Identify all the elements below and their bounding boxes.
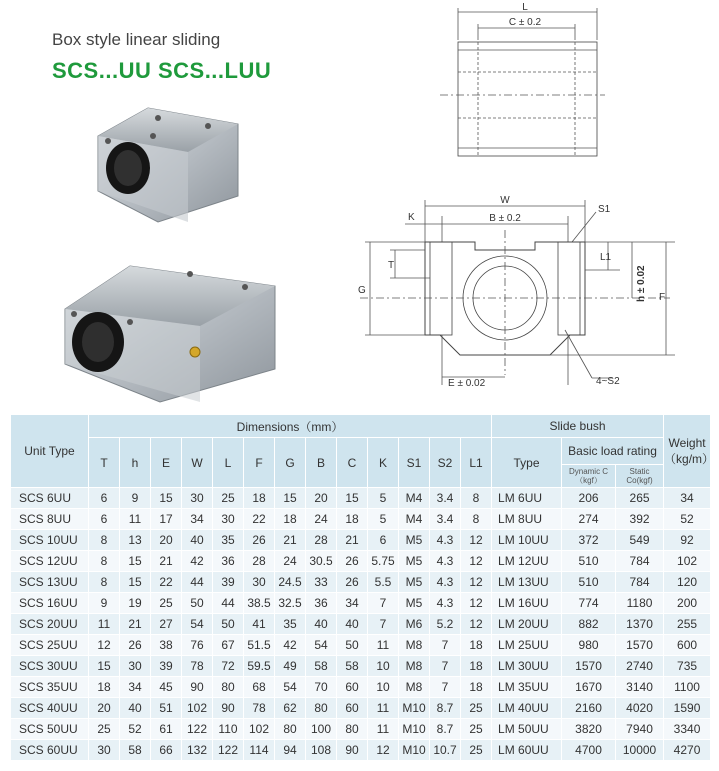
table-cell: 25 [151,593,182,614]
table-cell: 18 [461,656,492,677]
table-cell: 392 [616,509,664,530]
dim-s2-label: 4~S2 [596,376,620,387]
table-cell: M5 [399,530,430,551]
table-cell: 18 [275,509,306,530]
table-cell: 200 [664,593,711,614]
table-cell: M5 [399,572,430,593]
table-cell: 8 [89,530,120,551]
col-s2: S2 [430,438,461,488]
dim-e-label: E ± 0.02 [448,378,486,389]
table-cell: 38.5 [244,593,275,614]
table-cell: 15 [89,656,120,677]
table-cell: 8 [89,572,120,593]
table-cell: 12 [461,530,492,551]
table-cell: 41 [244,614,275,635]
table-cell: 100 [306,719,337,740]
table-cell: M6 [399,614,430,635]
table-cell: 66 [151,740,182,761]
table-cell: 34 [337,593,368,614]
table-cell: 6 [89,509,120,530]
long-slide-block-image [60,254,280,404]
table-cell: 18 [337,509,368,530]
table-cell: M4 [399,488,430,509]
col-w: W [182,438,213,488]
table-cell: 120 [664,572,711,593]
table-cell: 20 [89,698,120,719]
table-row [11,530,711,551]
col-k: K [368,438,399,488]
table-cell: 60 [337,677,368,698]
table-cell: 11 [120,509,151,530]
bush-type-cell: LM 10UU [492,530,562,551]
table-cell: 13 [120,530,151,551]
table-cell: 600 [664,635,711,656]
table-cell: 108 [306,740,337,761]
table-cell: 67 [213,635,244,656]
table-row [11,740,711,761]
dim-t-label: T [388,260,395,271]
col-g: G [275,438,306,488]
table-cell: 1100 [664,677,711,698]
table-cell: 33 [306,572,337,593]
dim-g-label: G [358,285,366,296]
table-cell: 62 [275,698,306,719]
table-cell: 45 [151,677,182,698]
table-cell: 80 [275,719,306,740]
table-cell: 32.5 [275,593,306,614]
table-cell: 15 [151,488,182,509]
unit-type-cell: SCS 13UU [11,572,89,593]
table-cell: 42 [182,551,213,572]
col-e: E [151,438,182,488]
table-cell: 3.4 [430,509,461,530]
table-cell: 39 [151,656,182,677]
table-cell: 12 [368,740,399,761]
bush-type-cell: LM 12UU [492,551,562,572]
col-c: C [337,438,368,488]
table-cell: 5.2 [430,614,461,635]
bush-type-cell: LM 30UU [492,656,562,677]
table-cell: 39 [213,572,244,593]
table-cell: 52 [664,509,711,530]
table-cell: 22 [151,572,182,593]
table-cell: 26 [244,530,275,551]
table-cell: 94 [275,740,306,761]
table-cell: 54 [275,677,306,698]
table-cell: 15 [120,551,151,572]
table-cell: 102 [664,551,711,572]
table-row [11,509,711,530]
table-cell: 3820 [562,719,616,740]
table-cell: 10 [368,656,399,677]
bush-type-cell: LM 35UU [492,677,562,698]
table-cell: 54 [182,614,213,635]
table-cell: 5 [368,488,399,509]
bush-type-cell: LM 25UU [492,635,562,656]
table-cell: 882 [562,614,616,635]
table-cell: 11 [368,635,399,656]
table-cell: 7 [430,656,461,677]
table-cell: 7 [430,635,461,656]
dim-c-label: C ± 0.2 [508,17,542,28]
table-cell: 5.5 [368,572,399,593]
table-cell: M8 [399,635,430,656]
table-cell: 78 [182,656,213,677]
table-cell: 54 [306,635,337,656]
bush-type-cell: LM 16UU [492,593,562,614]
table-cell: 11 [89,614,120,635]
table-cell: 132 [182,740,213,761]
table-cell: 5.75 [368,551,399,572]
dim-f-label: F [659,292,666,303]
table-cell: 784 [616,572,664,593]
table-cell: 50 [213,614,244,635]
table-cell: 3.4 [430,488,461,509]
table-cell: 10.7 [430,740,461,761]
bush-type-cell: LM 13UU [492,572,562,593]
col-h: h [120,438,151,488]
table-row [11,656,711,677]
table-row [11,635,711,656]
table-cell: 4.3 [430,530,461,551]
table-cell: M5 [399,551,430,572]
table-cell: 35 [275,614,306,635]
dim-w-label: W [500,195,510,206]
table-cell: 4020 [616,698,664,719]
model-series-heading: SCS...UU SCS...LUU [52,58,272,83]
table-cell: 11 [368,698,399,719]
unit-type-cell: SCS 12UU [11,551,89,572]
table-cell: 21 [337,530,368,551]
table-cell: 36 [306,593,337,614]
table-cell: 12 [89,635,120,656]
table-cell: 8.7 [430,719,461,740]
bush-type-cell: LM 6UU [492,488,562,509]
spec-table-body [11,488,711,761]
table-cell: 9 [89,593,120,614]
table-row [11,719,711,740]
table-cell: 30 [120,656,151,677]
table-cell: 122 [182,719,213,740]
table-cell: 18 [244,488,275,509]
table-cell: 15 [120,572,151,593]
table-cell: 1570 [562,656,616,677]
table-cell: 44 [182,572,213,593]
table-cell: 80 [213,677,244,698]
table-row [11,572,711,593]
table-cell: 122 [213,740,244,761]
table-cell: 2740 [616,656,664,677]
table-cell: 60 [337,698,368,719]
table-cell: 265 [616,488,664,509]
specification-table [10,414,715,761]
bush-type-cell: LM 50UU [492,719,562,740]
table-cell: 7 [430,677,461,698]
slide-bush-header: Slide bush [492,415,664,438]
table-cell: 80 [306,698,337,719]
table-cell: 784 [616,551,664,572]
table-cell: 30 [213,509,244,530]
table-cell: M4 [399,509,430,530]
table-cell: 12 [461,572,492,593]
table-cell: 70 [306,677,337,698]
unit-type-cell: SCS 20UU [11,614,89,635]
table-cell: 1590 [664,698,711,719]
dim-h-label: h ± 0.02 [636,265,647,302]
static-header: Static Co(kgf) [616,465,664,488]
table-row [11,677,711,698]
unit-type-cell: SCS 8UU [11,509,89,530]
table-cell: 3140 [616,677,664,698]
table-cell: 7940 [616,719,664,740]
bush-type-cell: LM 20UU [492,614,562,635]
unit-type-header: Unit Type [11,415,89,488]
table-cell: 10 [368,677,399,698]
table-cell: 21 [120,614,151,635]
table-cell: 50 [337,635,368,656]
table-cell: 30 [89,740,120,761]
col-l: L [213,438,244,488]
table-cell: 255 [664,614,711,635]
table-cell: 44 [213,593,244,614]
table-cell: M5 [399,593,430,614]
table-cell: 17 [151,509,182,530]
table-cell: 40 [182,530,213,551]
table-cell: 206 [562,488,616,509]
table-cell: 90 [213,698,244,719]
table-cell: 40 [120,698,151,719]
table-cell: M10 [399,740,430,761]
table-cell: 90 [182,677,213,698]
table-cell: 25 [89,719,120,740]
table-cell: 25 [461,740,492,761]
table-cell: 68 [244,677,275,698]
table-cell: 92 [664,530,711,551]
unit-type-cell: SCS 60UU [11,740,89,761]
table-cell: 58 [120,740,151,761]
table-cell: 12 [461,551,492,572]
table-cell: 61 [151,719,182,740]
table-cell: 4700 [562,740,616,761]
table-cell: 4.3 [430,572,461,593]
table-cell: 90 [337,740,368,761]
table-cell: 8 [461,509,492,530]
table-cell: 7 [368,593,399,614]
table-cell: 980 [562,635,616,656]
table-cell: 6 [89,488,120,509]
unit-type-cell: SCS 30UU [11,656,89,677]
table-cell: 25 [461,698,492,719]
table-cell: 8 [89,551,120,572]
table-cell: 25 [213,488,244,509]
table-cell: 58 [337,656,368,677]
table-cell: 5 [368,509,399,530]
table-cell: 102 [182,698,213,719]
col-s1: S1 [399,438,430,488]
table-cell: 510 [562,551,616,572]
table-cell: 35 [213,530,244,551]
table-cell: 102 [244,719,275,740]
bush-type-cell: LM 40UU [492,698,562,719]
table-cell: 22 [244,509,275,530]
col-l1: L1 [461,438,492,488]
top-view-drawing [430,0,610,170]
table-cell: 8 [461,488,492,509]
table-cell: 8.7 [430,698,461,719]
table-cell: 58 [306,656,337,677]
table-cell: 34 [182,509,213,530]
table-cell: M10 [399,698,430,719]
table-cell: 9 [120,488,151,509]
table-cell: 372 [562,530,616,551]
bush-type-cell: LM 60UU [492,740,562,761]
table-cell: 735 [664,656,711,677]
unit-type-cell: SCS 25UU [11,635,89,656]
table-cell: 24 [275,551,306,572]
table-cell: 51.5 [244,635,275,656]
type-header: Type [492,438,562,488]
table-cell: 20 [306,488,337,509]
table-cell: 76 [182,635,213,656]
table-row [11,488,711,509]
col-b: B [306,438,337,488]
table-cell: 26 [337,551,368,572]
table-cell: 2160 [562,698,616,719]
table-cell: 510 [562,572,616,593]
table-cell: 19 [120,593,151,614]
table-cell: 40 [306,614,337,635]
table-cell: 18 [461,677,492,698]
table-cell: 24 [306,509,337,530]
page-title: Box style linear sliding [52,30,221,49]
weight-header: Weight（kg/m） [664,415,711,488]
dynamic-header: Dynamic C（kgf） [562,465,616,488]
table-cell: 4.3 [430,551,461,572]
table-row [11,698,711,719]
unit-type-cell: SCS 35UU [11,677,89,698]
table-cell: 114 [244,740,275,761]
table-cell: 40 [337,614,368,635]
table-cell: 18 [89,677,120,698]
table-cell: 549 [616,530,664,551]
table-cell: 20 [151,530,182,551]
table-cell: 28 [306,530,337,551]
table-cell: 3340 [664,719,711,740]
table-cell: 12 [461,593,492,614]
col-f: F [244,438,275,488]
table-cell: 80 [337,719,368,740]
table-cell: 30.5 [306,551,337,572]
table-cell: 25 [461,719,492,740]
table-cell: 1670 [562,677,616,698]
table-cell: 26 [337,572,368,593]
basic-load-rating-header: Basic load rating [562,438,664,465]
table-cell: 21 [151,551,182,572]
table-cell: 274 [562,509,616,530]
bush-type-cell: LM 8UU [492,509,562,530]
table-cell: 72 [213,656,244,677]
table-cell: 21 [275,530,306,551]
table-cell: 30 [182,488,213,509]
table-cell: 27 [151,614,182,635]
short-slide-block-image [88,96,253,226]
table-cell: 15 [275,488,306,509]
unit-type-cell: SCS 50UU [11,719,89,740]
section-view-drawing [350,190,680,400]
table-cell: 30 [244,572,275,593]
table-cell: 50 [182,593,213,614]
unit-type-cell: SCS 10UU [11,530,89,551]
table-row [11,593,711,614]
table-cell: 15 [337,488,368,509]
table-cell: 1180 [616,593,664,614]
table-cell: 7 [368,614,399,635]
dim-l1-label: L1 [600,252,612,263]
unit-type-cell: SCS 16UU [11,593,89,614]
table-cell: 52 [120,719,151,740]
dim-s1-label: S1 [598,204,611,215]
table-cell: 26 [120,635,151,656]
table-cell: 1370 [616,614,664,635]
table-cell: 34 [120,677,151,698]
dim-b-label: B ± 0.2 [489,213,521,224]
table-cell: M8 [399,677,430,698]
unit-type-cell: SCS 6UU [11,488,89,509]
table-cell: 36 [213,551,244,572]
unit-type-cell: SCS 40UU [11,698,89,719]
table-cell: 6 [368,530,399,551]
table-cell: 28 [244,551,275,572]
table-cell: 10000 [616,740,664,761]
table-cell: 1570 [616,635,664,656]
table-cell: M8 [399,656,430,677]
table-cell: 59.5 [244,656,275,677]
table-cell: 774 [562,593,616,614]
dimensions-header: Dimensions（mm） [89,415,492,438]
table-cell: 49 [275,656,306,677]
table-cell: 4.3 [430,593,461,614]
table-cell: 34 [664,488,711,509]
table-cell: 38 [151,635,182,656]
table-cell: 11 [368,719,399,740]
table-cell: 110 [213,719,244,740]
dim-l-label: L [522,2,528,13]
table-cell: 12 [461,614,492,635]
table-cell: M10 [399,719,430,740]
table-row [11,551,711,572]
dim-k-label: K [408,212,415,223]
table-cell: 42 [275,635,306,656]
table-row [11,614,711,635]
table-cell: 78 [244,698,275,719]
col-t: T [89,438,120,488]
table-cell: 51 [151,698,182,719]
table-cell: 24.5 [275,572,306,593]
table-cell: 4270 [664,740,711,761]
table-cell: 18 [461,635,492,656]
